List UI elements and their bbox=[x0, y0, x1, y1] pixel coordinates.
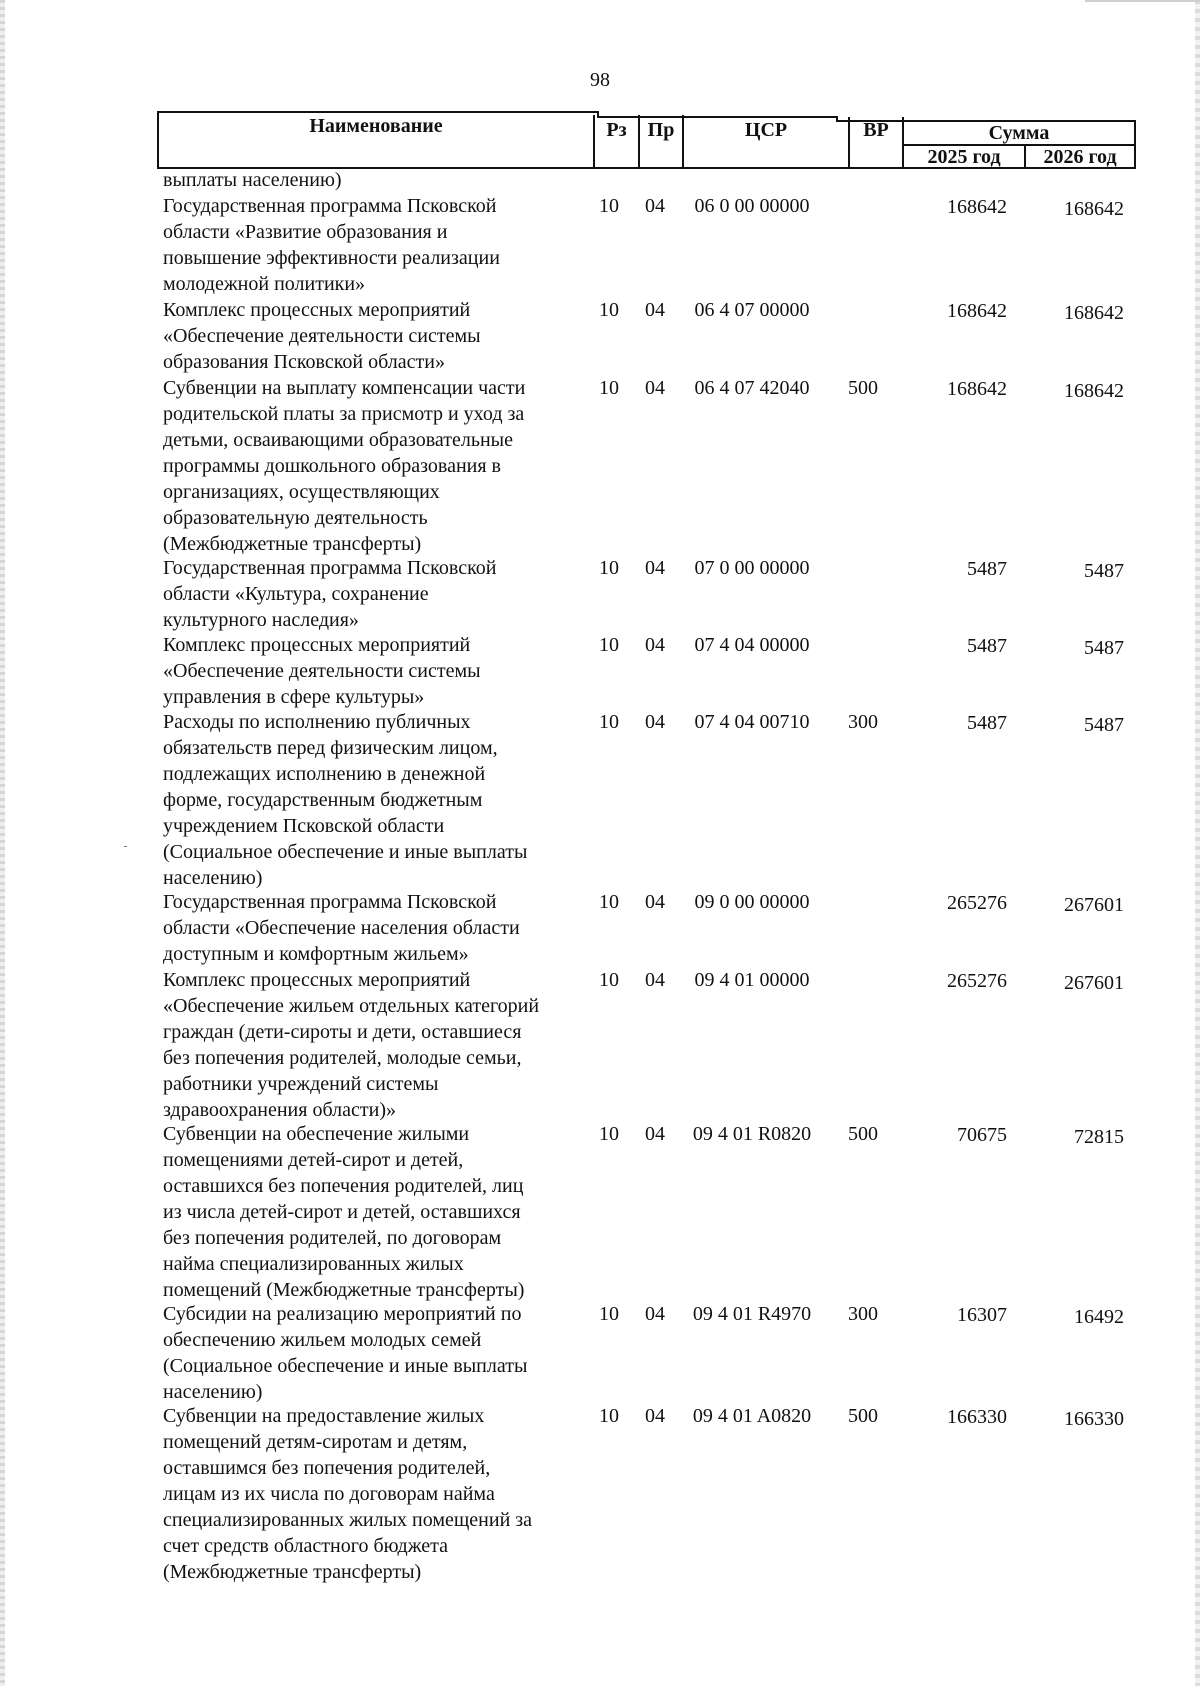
scan-edge-left bbox=[0, 0, 5, 1686]
row-name: Государственная программа Псковской области «Развитие образования и повышение эффективности реализации молодежной политики» bbox=[163, 195, 500, 295]
row-pr: 04 bbox=[645, 1303, 665, 1325]
header-border bbox=[597, 116, 836, 118]
row-vr: 500 bbox=[848, 1123, 878, 1145]
row-name: Субвенции на предоставление жилых помещений детям-сиротам и детям, оставшимся без попечения родителей, лицам из их числа по договорам найма специализированных жилых помещений за счет средств областного бюджета (Межбюджетные трансферты) bbox=[163, 1405, 533, 1583]
row-sum-2026: 5487 bbox=[1084, 637, 1124, 659]
row-rz: 10 bbox=[599, 1123, 619, 1145]
row-vr: 300 bbox=[848, 711, 878, 733]
row-name: Государственная программа Псковской области «Культура, сохранение культурного наследия» bbox=[163, 557, 497, 631]
row-pr: 04 bbox=[645, 557, 665, 579]
row-rz: 10 bbox=[599, 891, 619, 913]
scan-speck bbox=[124, 846, 127, 847]
row-sum-2026: 168642 bbox=[1064, 198, 1124, 220]
row-csr: 09 4 01 R0820 bbox=[692, 1123, 812, 1145]
row-pr: 04 bbox=[645, 891, 665, 913]
header-rz: Рз bbox=[606, 119, 627, 141]
row-sum-2025: 168642 bbox=[947, 378, 1007, 400]
row-rz: 10 bbox=[599, 195, 619, 217]
row-pr: 04 bbox=[645, 299, 665, 321]
row-name: Комплекс процессных мероприятий «Обеспечение деятельности системы управления в сфере культуры» bbox=[163, 634, 481, 708]
row-sum-2025: 168642 bbox=[947, 300, 1007, 322]
row-csr: 06 0 00 00000 bbox=[694, 195, 810, 217]
row-rz: 10 bbox=[599, 1405, 619, 1427]
row-sum-2025: 70675 bbox=[957, 1124, 1007, 1146]
row-rz: 10 bbox=[599, 634, 619, 656]
row-name: Комплекс процессных мероприятий «Обеспечение жильем отдельных категорий граждан (дети-сироты и дети, оставшиеся без попечения родителей, молодые семьи, работники учреждений системы здравоохранения области)» bbox=[163, 969, 540, 1121]
header-2025: 2025 год bbox=[927, 146, 1001, 168]
header-vr: ВР bbox=[863, 119, 889, 141]
row-vr: 500 bbox=[848, 377, 878, 399]
row-rz: 10 bbox=[599, 299, 619, 321]
row-name: Субвенции на выплату компенсации части родительской платы за присмотр и уход за детьми, осваивающими образовательные программы дошкольного образования в организациях, осуществляющих образовательную деятельность (Межбюджетные трансферты) bbox=[163, 377, 526, 555]
row-csr: 06 4 07 42040 bbox=[694, 377, 810, 399]
page-number: 98 bbox=[590, 69, 610, 91]
row-sum-2026: 168642 bbox=[1064, 380, 1124, 402]
header-name: Наименование bbox=[309, 115, 443, 137]
row-sum-2026: 5487 bbox=[1084, 714, 1124, 736]
header-pr: Пр bbox=[647, 119, 675, 141]
row-rz: 10 bbox=[599, 1303, 619, 1325]
row-sum-2025: 16307 bbox=[957, 1304, 1007, 1326]
row-sum-2025: 166330 bbox=[947, 1406, 1007, 1428]
row-csr: 07 4 04 00710 bbox=[694, 711, 810, 733]
row-csr: 07 4 04 00000 bbox=[694, 634, 810, 656]
row-csr: 06 4 07 00000 bbox=[694, 299, 810, 321]
header-border bbox=[157, 111, 597, 113]
row-sum-2026: 5487 bbox=[1084, 560, 1124, 582]
row-pr: 04 bbox=[645, 711, 665, 733]
row-rz: 10 bbox=[599, 969, 619, 991]
row-sum-2025: 265276 bbox=[947, 892, 1007, 914]
row-sum-2026: 16492 bbox=[1074, 1306, 1124, 1328]
row-csr: 07 0 00 00000 bbox=[694, 557, 810, 579]
header-csr: ЦСР bbox=[744, 119, 788, 141]
row-pr: 04 bbox=[645, 195, 665, 217]
row-sum-2026: 267601 bbox=[1064, 972, 1124, 994]
row-pr: 04 bbox=[645, 1123, 665, 1145]
row-sum-2026: 166330 bbox=[1064, 1408, 1124, 1430]
row-pr: 04 bbox=[645, 634, 665, 656]
row-sum-2026: 267601 bbox=[1064, 894, 1124, 916]
scan-edge-top bbox=[1085, 0, 1200, 2]
row-name: выплаты населению) bbox=[163, 169, 342, 191]
row-sum-2025: 5487 bbox=[967, 635, 1007, 657]
row-name: Государственная программа Псковской области «Обеспечение населения области доступным и комфортным жильем» bbox=[163, 891, 520, 965]
header-sum: Сумма bbox=[988, 122, 1050, 144]
row-csr: 09 4 01 R4970 bbox=[692, 1303, 812, 1325]
row-name: Субсидии на реализацию мероприятий по обеспечению жильем молодых семей (Социальное обеспечение и иные выплаты населению) bbox=[163, 1303, 528, 1403]
row-vr: 500 bbox=[848, 1405, 878, 1427]
table-header bbox=[157, 111, 1136, 169]
row-pr: 04 bbox=[645, 1405, 665, 1427]
row-rz: 10 bbox=[599, 377, 619, 399]
row-rz: 10 bbox=[599, 711, 619, 733]
row-sum-2025: 5487 bbox=[967, 558, 1007, 580]
row-sum-2025: 5487 bbox=[967, 712, 1007, 734]
row-sum-2025: 265276 bbox=[947, 970, 1007, 992]
row-vr: 300 bbox=[848, 1303, 878, 1325]
header-2026: 2026 год bbox=[1043, 146, 1117, 168]
row-pr: 04 bbox=[645, 969, 665, 991]
row-csr: 09 0 00 00000 bbox=[694, 891, 810, 913]
row-sum-2026: 168642 bbox=[1064, 302, 1124, 324]
row-name: Субвенции на обеспечение жилыми помещениями детей-сирот и детей, оставшихся без попечения родителей, лиц из числа детей-сирот и детей, оставшихся без попечения родителей, по договорам найма специализированных жилых помещений (Межбюджетные трансферты) bbox=[163, 1123, 525, 1301]
row-name: Расходы по исполнению публичных обязательств перед физическим лицом, подлежащих исполнению в денежной форме, государственным бюджетным учреждением Псковской области (Социальное обеспечение и иные выплаты населению) bbox=[163, 711, 528, 889]
row-rz: 10 bbox=[599, 557, 619, 579]
row-csr: 09 4 01 A0820 bbox=[692, 1405, 812, 1427]
row-name: Комплекс процессных мероприятий «Обеспечение деятельности системы образования Псковской области» bbox=[163, 299, 481, 373]
row-csr: 09 4 01 00000 bbox=[694, 969, 810, 991]
row-sum-2026: 72815 bbox=[1074, 1126, 1124, 1148]
scan-edge-right bbox=[1195, 0, 1200, 1686]
row-sum-2025: 168642 bbox=[947, 196, 1007, 218]
row-pr: 04 bbox=[645, 377, 665, 399]
